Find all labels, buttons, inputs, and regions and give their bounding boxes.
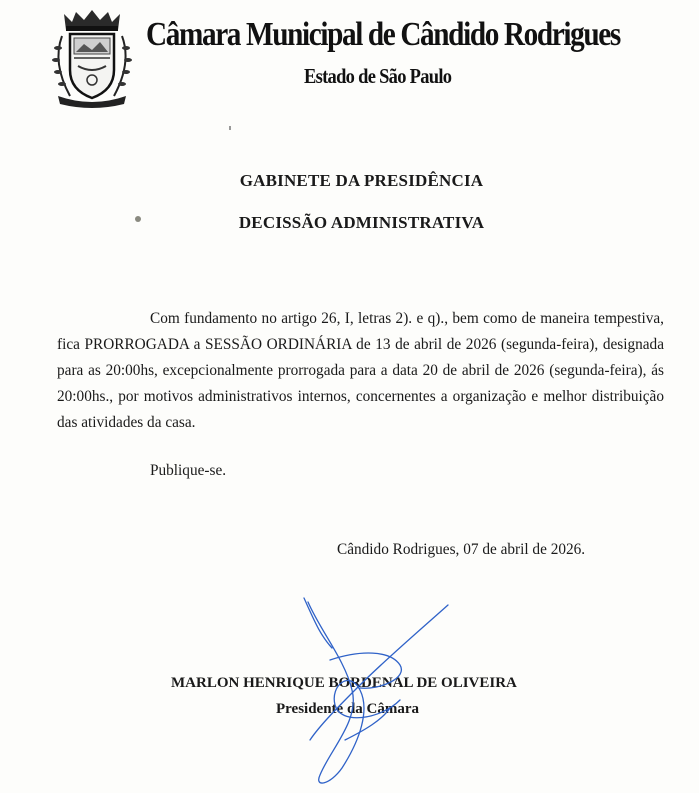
- organization-name: Câmara Municipal de Cândido Rodrigues: [146, 16, 620, 53]
- document-title: DECISSÃO ADMINISTRATIVA: [238, 213, 485, 232]
- handwritten-signature: [290, 590, 455, 790]
- publication-order: Publique-se.: [150, 462, 227, 479]
- signatory-role: Presidente da Câmara: [276, 701, 420, 717]
- department-heading: GABINETE DA PRESIDÊNCIA: [239, 171, 484, 190]
- scan-speck: [229, 126, 232, 130]
- signatory-name: MARLON HENRIQUE BORDENAL DE OLIVEIRA: [171, 675, 517, 691]
- organization-state: Estado de São Paulo: [304, 64, 452, 88]
- municipal-coat-of-arms: [50, 8, 134, 108]
- place-and-date: Cândido Rodrigues, 07 de abril de 2026.: [337, 541, 586, 558]
- decision-body: Com fundamento no artigo 26, I, letras 2). e q)., bem como de maneira tempestiva, fica PRORROGADA a SESSÃO ORDINÁRIA de 13 de abril de 2026 (segunda-feira), designada para as 20:00hs, excepcionalmente prorrogada para a data 20 de abril de 2026 (segunda-feira), ás 20:00hs., por motivos administrativos internos, concernentes a organização e melhor distribuição das atividades da casa.: [57, 310, 664, 431]
